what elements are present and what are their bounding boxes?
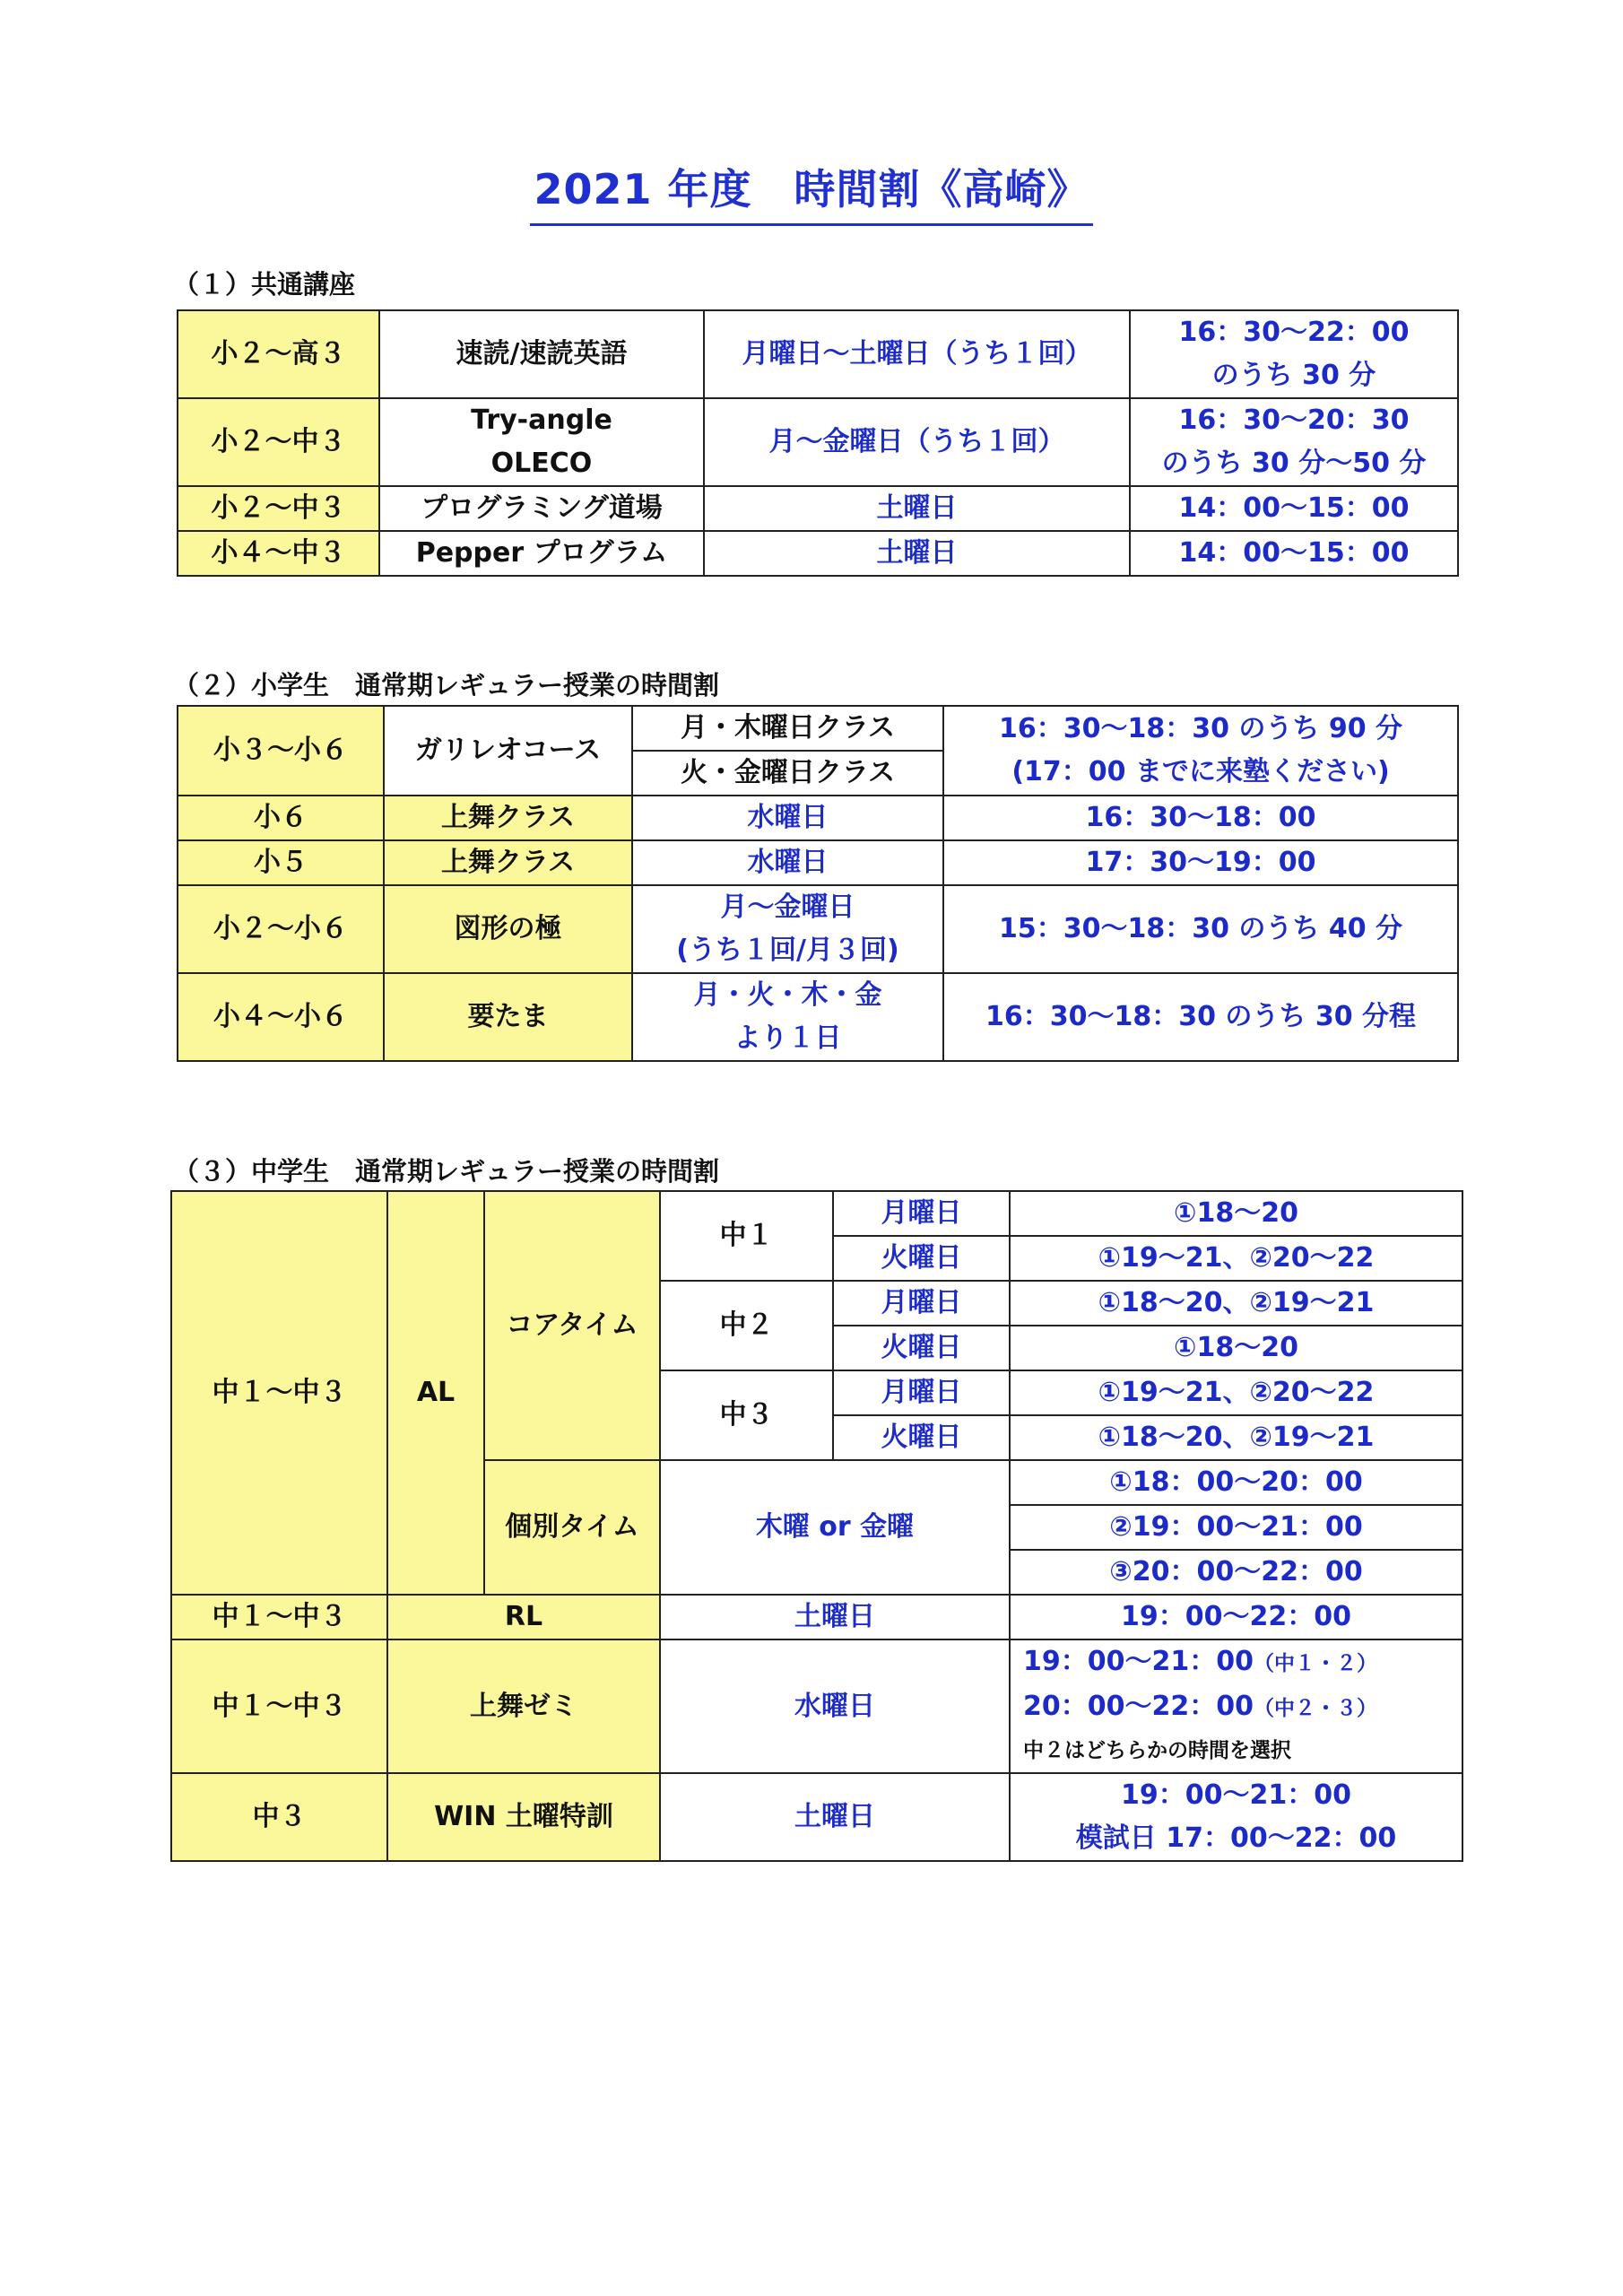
day-cell: 月曜日 [833, 1370, 1010, 1415]
course-cell: 上舞ゼミ [387, 1639, 660, 1773]
table-row [178, 706, 1458, 751]
course-cell: 要たま [384, 973, 632, 1061]
day-cell: 水曜日 [632, 840, 943, 885]
course-cell: 図形の極 [384, 885, 632, 973]
grade-cell: 小５ [178, 840, 384, 885]
core-time-label: コアタイム [484, 1191, 660, 1460]
day-cell: 土曜日 [660, 1595, 1010, 1639]
course-cell: RL [387, 1595, 660, 1639]
day-cell: 月曜日 [833, 1191, 1010, 1236]
subgrade-cell: 中１ [660, 1191, 833, 1281]
elementary-table [177, 705, 1459, 1062]
time-cell: 16：30～18：00 [943, 796, 1458, 840]
day-cell: 月・火・木・金 より１日 [632, 973, 943, 1061]
day-cell: 土曜日 [704, 486, 1130, 531]
time-cell: 17：30～19：00 [943, 840, 1458, 885]
time-cell: 16：30～18：30 のうち 30 分程 [943, 973, 1458, 1061]
table-row [171, 1595, 1462, 1639]
course-cell: プログラミング道場 [379, 486, 704, 531]
subgrade-cell: 中３ [660, 1370, 833, 1460]
table-row [178, 973, 1458, 1061]
day-cell: 月曜日 [833, 1281, 1010, 1326]
grade-cell: 中１～中３ [171, 1639, 387, 1773]
table-row [178, 531, 1458, 576]
grade-cell: 小３～小６ [178, 706, 384, 796]
day-cell: 土曜日 [660, 1773, 1010, 1861]
grade-cell: 小２～中３ [178, 486, 379, 531]
time-cell: ①18：00～20：00 [1010, 1460, 1462, 1505]
time-cell: 14：00～15：00 [1130, 486, 1458, 531]
time-cell: ③20：00～22：00 [1010, 1550, 1462, 1595]
section3-label: （３）中学生 通常期レギュラー授業の時間割 [173, 1156, 720, 1187]
day-cell: 月～金曜日（うち１回） [704, 398, 1130, 486]
grade-cell: 中１～中３ [171, 1191, 387, 1595]
grade-cell: 小４～小６ [178, 973, 384, 1061]
course-cell: 上舞クラス [384, 840, 632, 885]
time-cell: 19：00～21：00（中１・２） 20：00～22：00（中２・３） 中２はどちらかの時間を選択 [1010, 1639, 1462, 1773]
day-cell: 火曜日 [833, 1326, 1010, 1370]
time-cell: 16：30～18：30 のうち 90 分 (17：00 までに来塾ください) [943, 706, 1458, 796]
individual-time-label: 個別タイム [484, 1460, 660, 1595]
grade-cell: 小２～小６ [178, 885, 384, 973]
course-cell: Pepper プログラム [379, 531, 704, 576]
junior-high-table [170, 1190, 1463, 1862]
common-course-table [177, 309, 1459, 577]
time-cell: 16：30～20：30 のうち 30 分～50 分 [1130, 398, 1458, 486]
day-cell: 火曜日 [833, 1236, 1010, 1281]
class-cell: 火・金曜日クラス [632, 751, 943, 796]
grade-cell: 小６ [178, 796, 384, 840]
table-row [178, 885, 1458, 973]
table-row [171, 1639, 1462, 1773]
day-cell: 月～金曜日 (うち１回/月３回) [632, 885, 943, 973]
course-cell: WIN 土曜特訓 [387, 1773, 660, 1861]
course-cell: 速読/速読英語 [379, 310, 704, 398]
time-cell: 14：00～15：00 [1130, 531, 1458, 576]
grade-cell: 中３ [171, 1773, 387, 1861]
section1-label: （１）共通講座 [173, 269, 356, 300]
time-cell: ①19～21、②20～22 [1010, 1370, 1462, 1415]
day-cell: 木曜 or 金曜 [660, 1460, 1010, 1595]
course-cell: Try-angle OLECO [379, 398, 704, 486]
grade-cell: 中１～中３ [171, 1595, 387, 1639]
table-row [178, 486, 1458, 531]
page-title-wrap [0, 157, 1623, 226]
time-cell: 19：00～22：00 [1010, 1595, 1462, 1639]
course-cell: 上舞クラス [384, 796, 632, 840]
time-cell: ①19～21、②20～22 [1010, 1236, 1462, 1281]
table-row [178, 310, 1458, 398]
day-cell: 火曜日 [833, 1415, 1010, 1460]
course-cell: AL [387, 1191, 484, 1595]
time-cell: ①18～20、②19～21 [1010, 1281, 1462, 1326]
table-row [178, 398, 1458, 486]
table-row [178, 796, 1458, 840]
time-cell: 16：30～22：00 のうち 30 分 [1130, 310, 1458, 398]
time-cell: ①18～20 [1010, 1326, 1462, 1370]
section2-label: （２）小学生 通常期レギュラー授業の時間割 [173, 670, 720, 700]
time-cell: ①18～20 [1010, 1191, 1462, 1236]
table-row [171, 1773, 1462, 1861]
day-cell: 水曜日 [632, 796, 943, 840]
time-cell: 15：30～18：30 のうち 40 分 [943, 885, 1458, 973]
course-cell: ガリレオコース [384, 706, 632, 796]
subgrade-cell: 中２ [660, 1281, 833, 1370]
class-cell: 月・木曜日クラス [632, 706, 943, 751]
table-row [171, 1191, 1462, 1236]
grade-cell: 小２～高３ [178, 310, 379, 398]
page-title: 2021 年度 時間割《高崎》 [530, 157, 1092, 226]
note-text: 中２はどちらかの時間を選択 [1023, 1739, 1291, 1762]
day-cell: 月曜日～土曜日（うち１回） [704, 310, 1130, 398]
table-row [178, 840, 1458, 885]
time-cell: 19：00～21：00 模試日 17：00～22：00 [1010, 1773, 1462, 1861]
time-cell: ①18～20、②19～21 [1010, 1415, 1462, 1460]
grade-cell: 小４～中３ [178, 531, 379, 576]
day-cell: 土曜日 [704, 531, 1130, 576]
day-cell: 水曜日 [660, 1639, 1010, 1773]
grade-cell: 小２～中３ [178, 398, 379, 486]
time-cell: ②19：00～21：00 [1010, 1505, 1462, 1550]
